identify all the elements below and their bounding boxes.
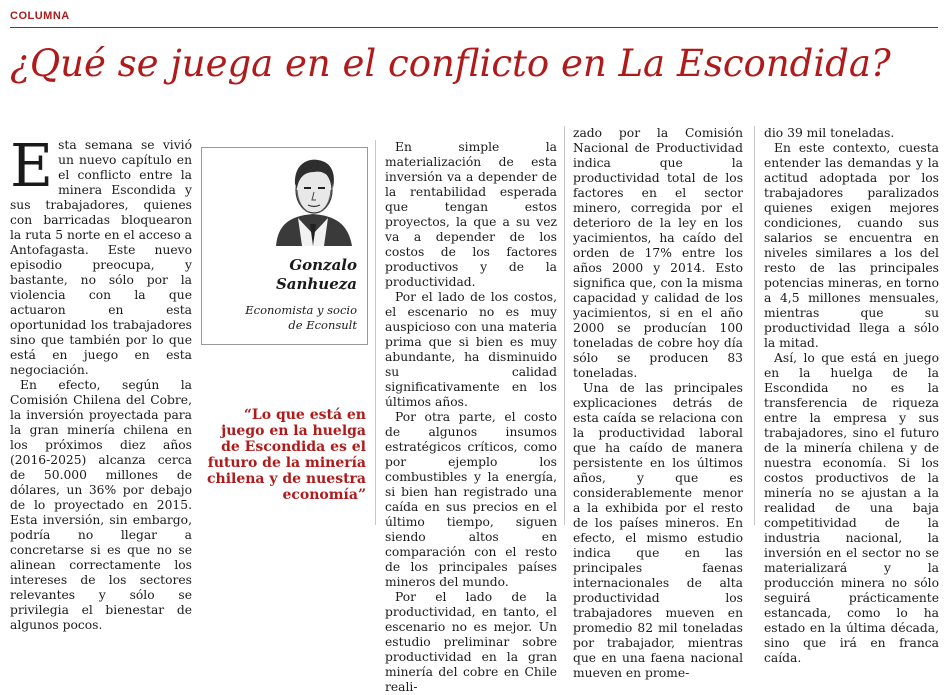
author-portrait-icon (268, 154, 358, 246)
paragraph: En efecto, según la Comisión Chilena del Cobre, la inversión proyectada para la gran minería chilena en los próximos diez años (2016-2025) alcanza cerca de 50.000 millones de dólares, un 36% por debajo de lo proyectado en 2015. Esta inversión, sin embargo, podría no llegar a concretarse si es que no se alinean correctamente los intereses de los sectores relevantes y sólo se privilegia el bienestar de algunos pocos. (10, 378, 192, 632)
section-label: COLUMNA (10, 10, 70, 22)
paragraph-text: sta semana se vivió un nuevo capítulo en el conflicto entre la minera Escondida y sus trabajadores, quienes con barricadas bloquearon la ruta 5 norte en el acceso a Antofagasta. Este nuevo episodio preocupa, y bastante, no sólo por la violencia con la que actuaron en esta oportunidad los trabajadores sino que también por lo que está en juego en esta negociación. (10, 138, 192, 377)
author-box (201, 147, 368, 345)
author-role-line: de Econsult (288, 318, 357, 332)
column-divider (564, 126, 565, 525)
author-name-line: Gonzalo (289, 256, 357, 274)
paragraph: dio 39 mil toneladas. (764, 126, 895, 140)
paragraph: En simple la materialización de esta inversión va a depender de la rentabilidad esperada que tengan estos proyectos, la que a su vez va a depender de los costos de los factores productivos y de la productividad. (385, 140, 557, 289)
column-4 (573, 126, 743, 681)
paragraph (10, 131, 192, 378)
paragraph: Así, lo que está en juego en la huelga de la Escondida no es la transferencia de riqueza entre la empresa y sus trabajadores, sino el futuro de la minería chilena y de nuestra economía. Si los costos productivos de la minería no se ajustan a la realidad de una baja competitividad de la industria nacional, la inversión en el sector no se materializará y la producción minera no sólo seguirá prácticamente estancada, como lo ha estado en la última década, sino que irá en franca caída. (764, 351, 939, 665)
author-name-line: Sanhueza (275, 275, 357, 293)
drop-cap: E (10, 131, 54, 200)
author-role-line: Economista y socio (245, 303, 357, 317)
author-name (276, 256, 357, 294)
column-divider (375, 140, 376, 525)
paragraph: Una de las principales explicaciones detrás de esta caída se relaciona con la productividad laboral que ha caído de manera persistente en los últimos años, y que es considerablemente menor a la exhibida por el resto de los países mineros. En efecto, el mismo estudio indica que en las principales faenas internacionales de alta productividad los trabajadores mueven en promedio 82 mil toneladas por trabajador, mientras que en una faena nacional mueven en prome- (573, 381, 743, 680)
paragraph: Por otra parte, el costo de algunos insumos estratégicos críticos, como por ejemplo los combustibles y la energía, si bien han registrado una caída en sus precios en el último tiempo, siguen siendo altos en comparación con el resto de los principales países mineros del mundo. (385, 410, 557, 589)
author-role (245, 303, 357, 333)
column-1 (10, 131, 192, 633)
section-rule (10, 27, 938, 28)
paragraph: zado por la Comisión Nacional de Productividad indica que la productividad total de los factores en el sector minero, corregida por el deterioro de la ley en los yacimientos, ha caído del orden de 17% entre los años 2000 y 2014. Esto significa que, con la misma capacidad y calidad de los yacimientos, si en el año 2000 se producían 100 toneladas de cobre hoy día sólo se producen 83 toneladas. (573, 126, 743, 380)
headline: ¿Qué se juega en el conflicto en La Escondida? (10, 42, 891, 85)
pull-quote: “Lo que está en juego en la huelga de Escondida es el futuro de la minería chilena y de nuestra economía” (206, 407, 366, 503)
column-3 (385, 140, 557, 695)
paragraph: Por el lado de la productividad, en tanto, el escenario no es mejor. Un estudio preliminar sobre productividad en la gran minería del cobre en Chile reali- (385, 590, 557, 694)
paragraph: En este contexto, cuesta entender las demandas y la actitud adoptada por los trabajadores paralizados quienes exigen mejores condiciones, cuando sus salarios se encuentra en niveles similares a los del resto de las principales potencias mineras, en torno a 4,5 millones mensuales, mientras que su productividad llega a sólo la mitad. (764, 141, 939, 350)
column-divider (754, 126, 755, 525)
paragraph: Por el lado de los costos, el escenario no es muy auspicioso con una materia prima que si bien es muy abundante, ha disminuido su calidad significativamente en los últimos años. (385, 290, 557, 409)
column-5 (764, 126, 939, 666)
